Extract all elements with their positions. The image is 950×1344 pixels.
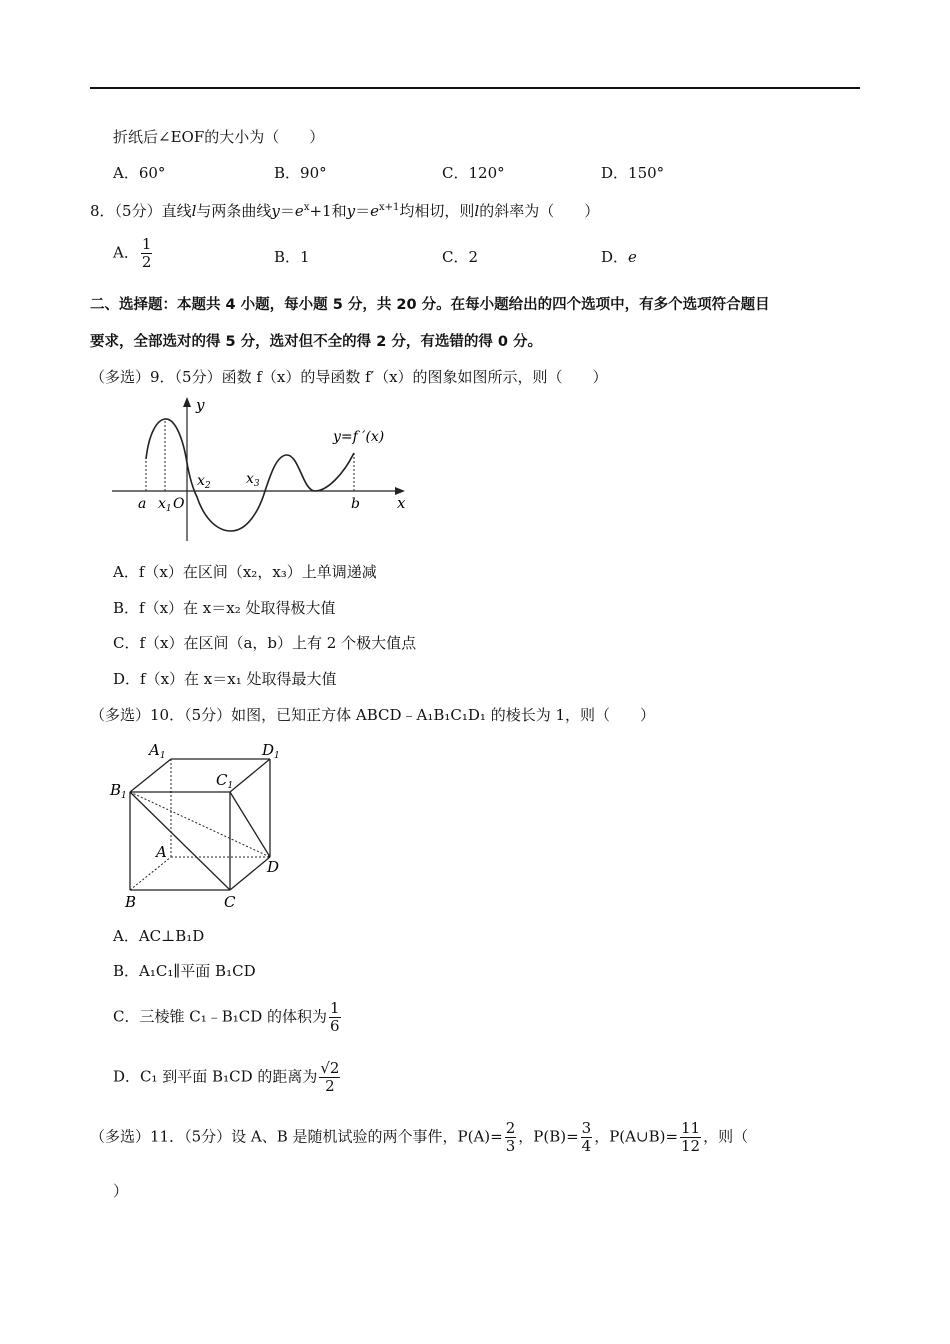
edge-ba-hidden bbox=[130, 857, 171, 890]
label-b: B bbox=[125, 893, 137, 910]
x-axis-label: x bbox=[397, 494, 406, 512]
header-rule bbox=[90, 87, 860, 89]
label-b: b bbox=[351, 496, 360, 512]
q7-continuation: 折纸后∠EOF的大小为（ ） bbox=[113, 128, 325, 146]
fraction: $\frac{2}{3}$ bbox=[505, 1119, 516, 1155]
q7-option-d: D．150° bbox=[601, 164, 665, 182]
section-2-line-2: 要求，全部选对的得 5 分，选对但不全的得 2 分，有选错的得 0 分。 bbox=[90, 334, 543, 350]
fraction: $\frac{1}{2}$ bbox=[141, 235, 152, 271]
q8-option-a: A． $\frac{1}{2}$ bbox=[113, 235, 152, 271]
label-x2: $x_2$ bbox=[197, 473, 211, 491]
q10-option-b: B．A₁C₁∥平面 B₁CD bbox=[113, 962, 256, 980]
y-axis-label: y bbox=[196, 396, 205, 414]
label-d1: $D_1$ bbox=[262, 741, 280, 761]
label-a: A bbox=[156, 843, 167, 861]
fraction: $\frac{11}{12}$ bbox=[681, 1119, 701, 1155]
q10-option-a: A．AC⊥B₁D bbox=[113, 927, 205, 945]
q8-option-c: C．2 bbox=[442, 248, 479, 266]
q10-option-c: C．三棱锥 C₁﹣B₁CD 的体积为 $\frac{1}{6}$ bbox=[113, 999, 340, 1035]
label-d: D bbox=[267, 858, 280, 876]
q8-option-b: B．1 bbox=[274, 248, 310, 266]
q11-stem: （多选）11．（5分）设 A、B 是随机试验的两个事件，P(A)= $\frac{2}{3}$ ，P(B)= $\frac{3}{4}$ ，P(A∪B)= $\frac{11}{12}$ ，则（ bbox=[90, 1119, 749, 1155]
q9-option-c: C．f（x）在区间（a，b）上有 2 个极大值点 bbox=[113, 634, 417, 652]
label-a1: $A_1$ bbox=[149, 741, 166, 761]
curve-label: y=f ′(x) bbox=[333, 429, 385, 445]
q7-option-a: A．60° bbox=[113, 164, 166, 182]
fraction: $\frac{1}{6}$ bbox=[330, 999, 340, 1035]
q8-stem: 8．（5分）直线l与两条曲线$y=e^x+1$和$y=e^{x+1}$均相切，则l的斜率为（ ） bbox=[90, 202, 600, 220]
label-b1: $B_1$ bbox=[110, 781, 127, 801]
diag-b1c bbox=[130, 792, 230, 890]
y-axis-arrow-icon bbox=[183, 397, 191, 407]
q9-stem: （多选）9．（5分）函数 f（x）的导函数 f′（x）的图象如图所示，则（ ） bbox=[90, 368, 608, 386]
fraction: $\frac{3}{4}$ bbox=[581, 1119, 592, 1155]
q8-option-d: D．e bbox=[601, 248, 637, 266]
q9-option-b: B．f（x）在 x＝x₂ 处取得极大值 bbox=[113, 599, 336, 617]
label-x1: $x_1$ bbox=[158, 496, 172, 514]
q7-option-c: C．120° bbox=[442, 164, 505, 182]
label-x3: $x_3$ bbox=[246, 471, 260, 489]
edge-c1d1 bbox=[230, 759, 270, 792]
q9-option-a: A．f（x）在区间（x₂，x₃）上单调递减 bbox=[113, 563, 377, 581]
label-a: a bbox=[138, 496, 147, 512]
q11-close-paren: ） bbox=[113, 1182, 129, 1200]
q9-option-d: D．f（x）在 x＝x₁ 处取得最大值 bbox=[113, 670, 337, 688]
q10-option-d: D．C₁ 到平面 B₁CD 的距离为 $\frac{√2}{2}$ bbox=[113, 1059, 340, 1095]
label-c: C bbox=[224, 893, 236, 910]
edge-cd bbox=[230, 857, 270, 890]
q7-option-b: B．90° bbox=[274, 164, 327, 182]
diag-b1d-hidden bbox=[130, 792, 270, 857]
label-c1: $C_1$ bbox=[216, 771, 234, 791]
q10-stem: （多选）10．（5分）如图，已知正方体 ABCD﹣A₁B₁C₁D₁ 的棱长为 1，则（ ） bbox=[90, 706, 656, 724]
section-2-line-1: 二、选择题：本题共 4 小题，每小题 5 分，共 20 分。在每小题给出的四个选项中，有多个选项符合题目 bbox=[90, 297, 770, 313]
fraction: $\frac{√2}{2}$ bbox=[320, 1059, 340, 1095]
cube-diagram bbox=[105, 735, 295, 910]
edge-b1a1 bbox=[130, 759, 171, 792]
label-origin: O bbox=[173, 496, 185, 512]
derivative-graph bbox=[105, 393, 415, 545]
